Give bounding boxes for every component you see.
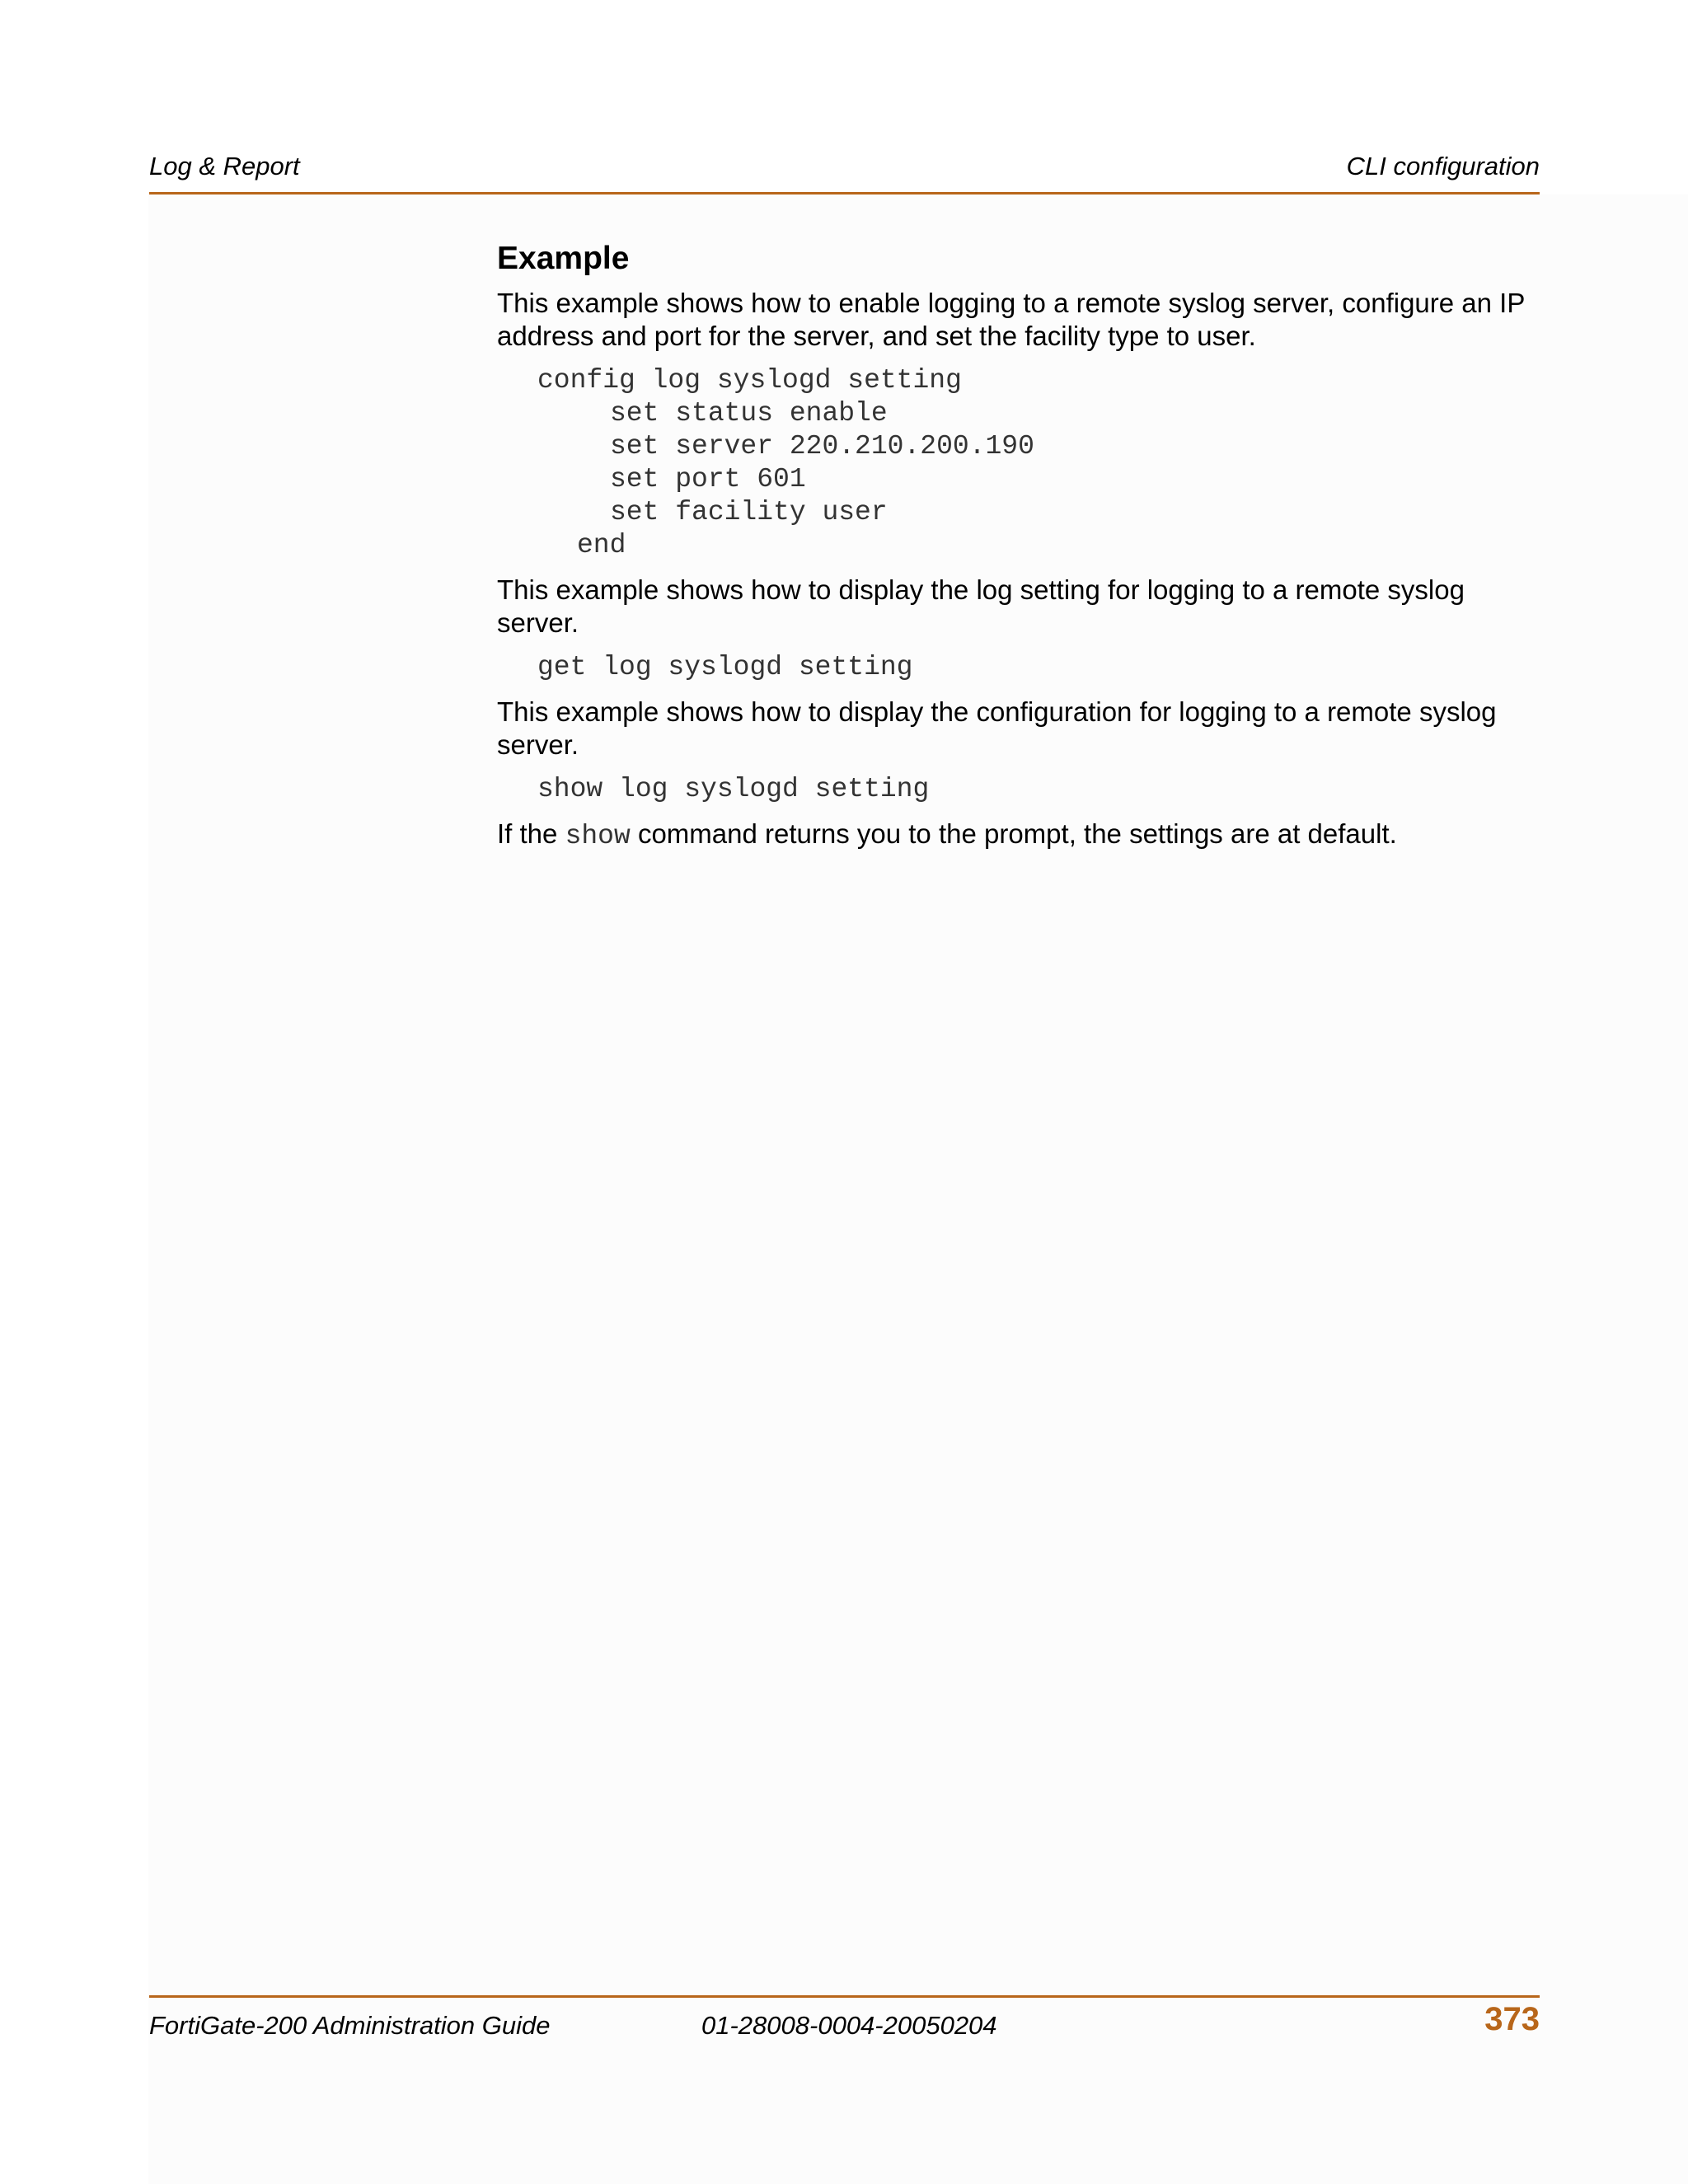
footer-guide-title: FortiGate-200 Administration Guide [149, 2011, 551, 2040]
note-text-before: If the [497, 818, 565, 849]
code-line: config log syslogd setting [537, 365, 962, 396]
page-number: 373 [1484, 2001, 1540, 2037]
header-rule [149, 192, 1540, 194]
page-header [149, 148, 1540, 193]
inline-code-show: show [565, 821, 631, 851]
code-line: set status enable [610, 398, 888, 429]
footer-doc-id: 01-28008-0004-20050204 [701, 2011, 997, 2040]
paragraph-display-setting: This example shows how to display the log setting for logging to a remote syslog server. [497, 574, 1465, 638]
header-chapter: CLI configuration [1346, 152, 1540, 180]
code-line: set server 220.210.200.190 [610, 431, 1034, 462]
code-block-config [537, 364, 1540, 562]
page-footer [149, 2001, 1540, 2050]
header-section: Log & Report [149, 152, 300, 180]
code-line: set port 601 [610, 464, 806, 494]
paragraph-default-note [497, 818, 1540, 853]
footer-rule [149, 1995, 1540, 1998]
code-block-get [537, 651, 1540, 684]
paragraph-display-config: This example shows how to display the configuration for logging to a remote syslog server. [497, 696, 1497, 760]
paragraph-enable-logging: This example shows how to enable logging to a remote syslog server, configure an IP address and port for the server, and set the facility type to user. [497, 288, 1525, 351]
code-line: set facility user [610, 497, 888, 527]
code-line: get log syslogd setting [537, 652, 913, 682]
main-content [497, 234, 1540, 853]
code-line: show log syslogd setting [537, 774, 930, 804]
section-heading: Example [497, 241, 630, 276]
note-text-after: command returns you to the prompt, the settings are at default. [630, 818, 1397, 849]
code-line: end [577, 530, 626, 560]
code-block-show [537, 773, 1540, 806]
